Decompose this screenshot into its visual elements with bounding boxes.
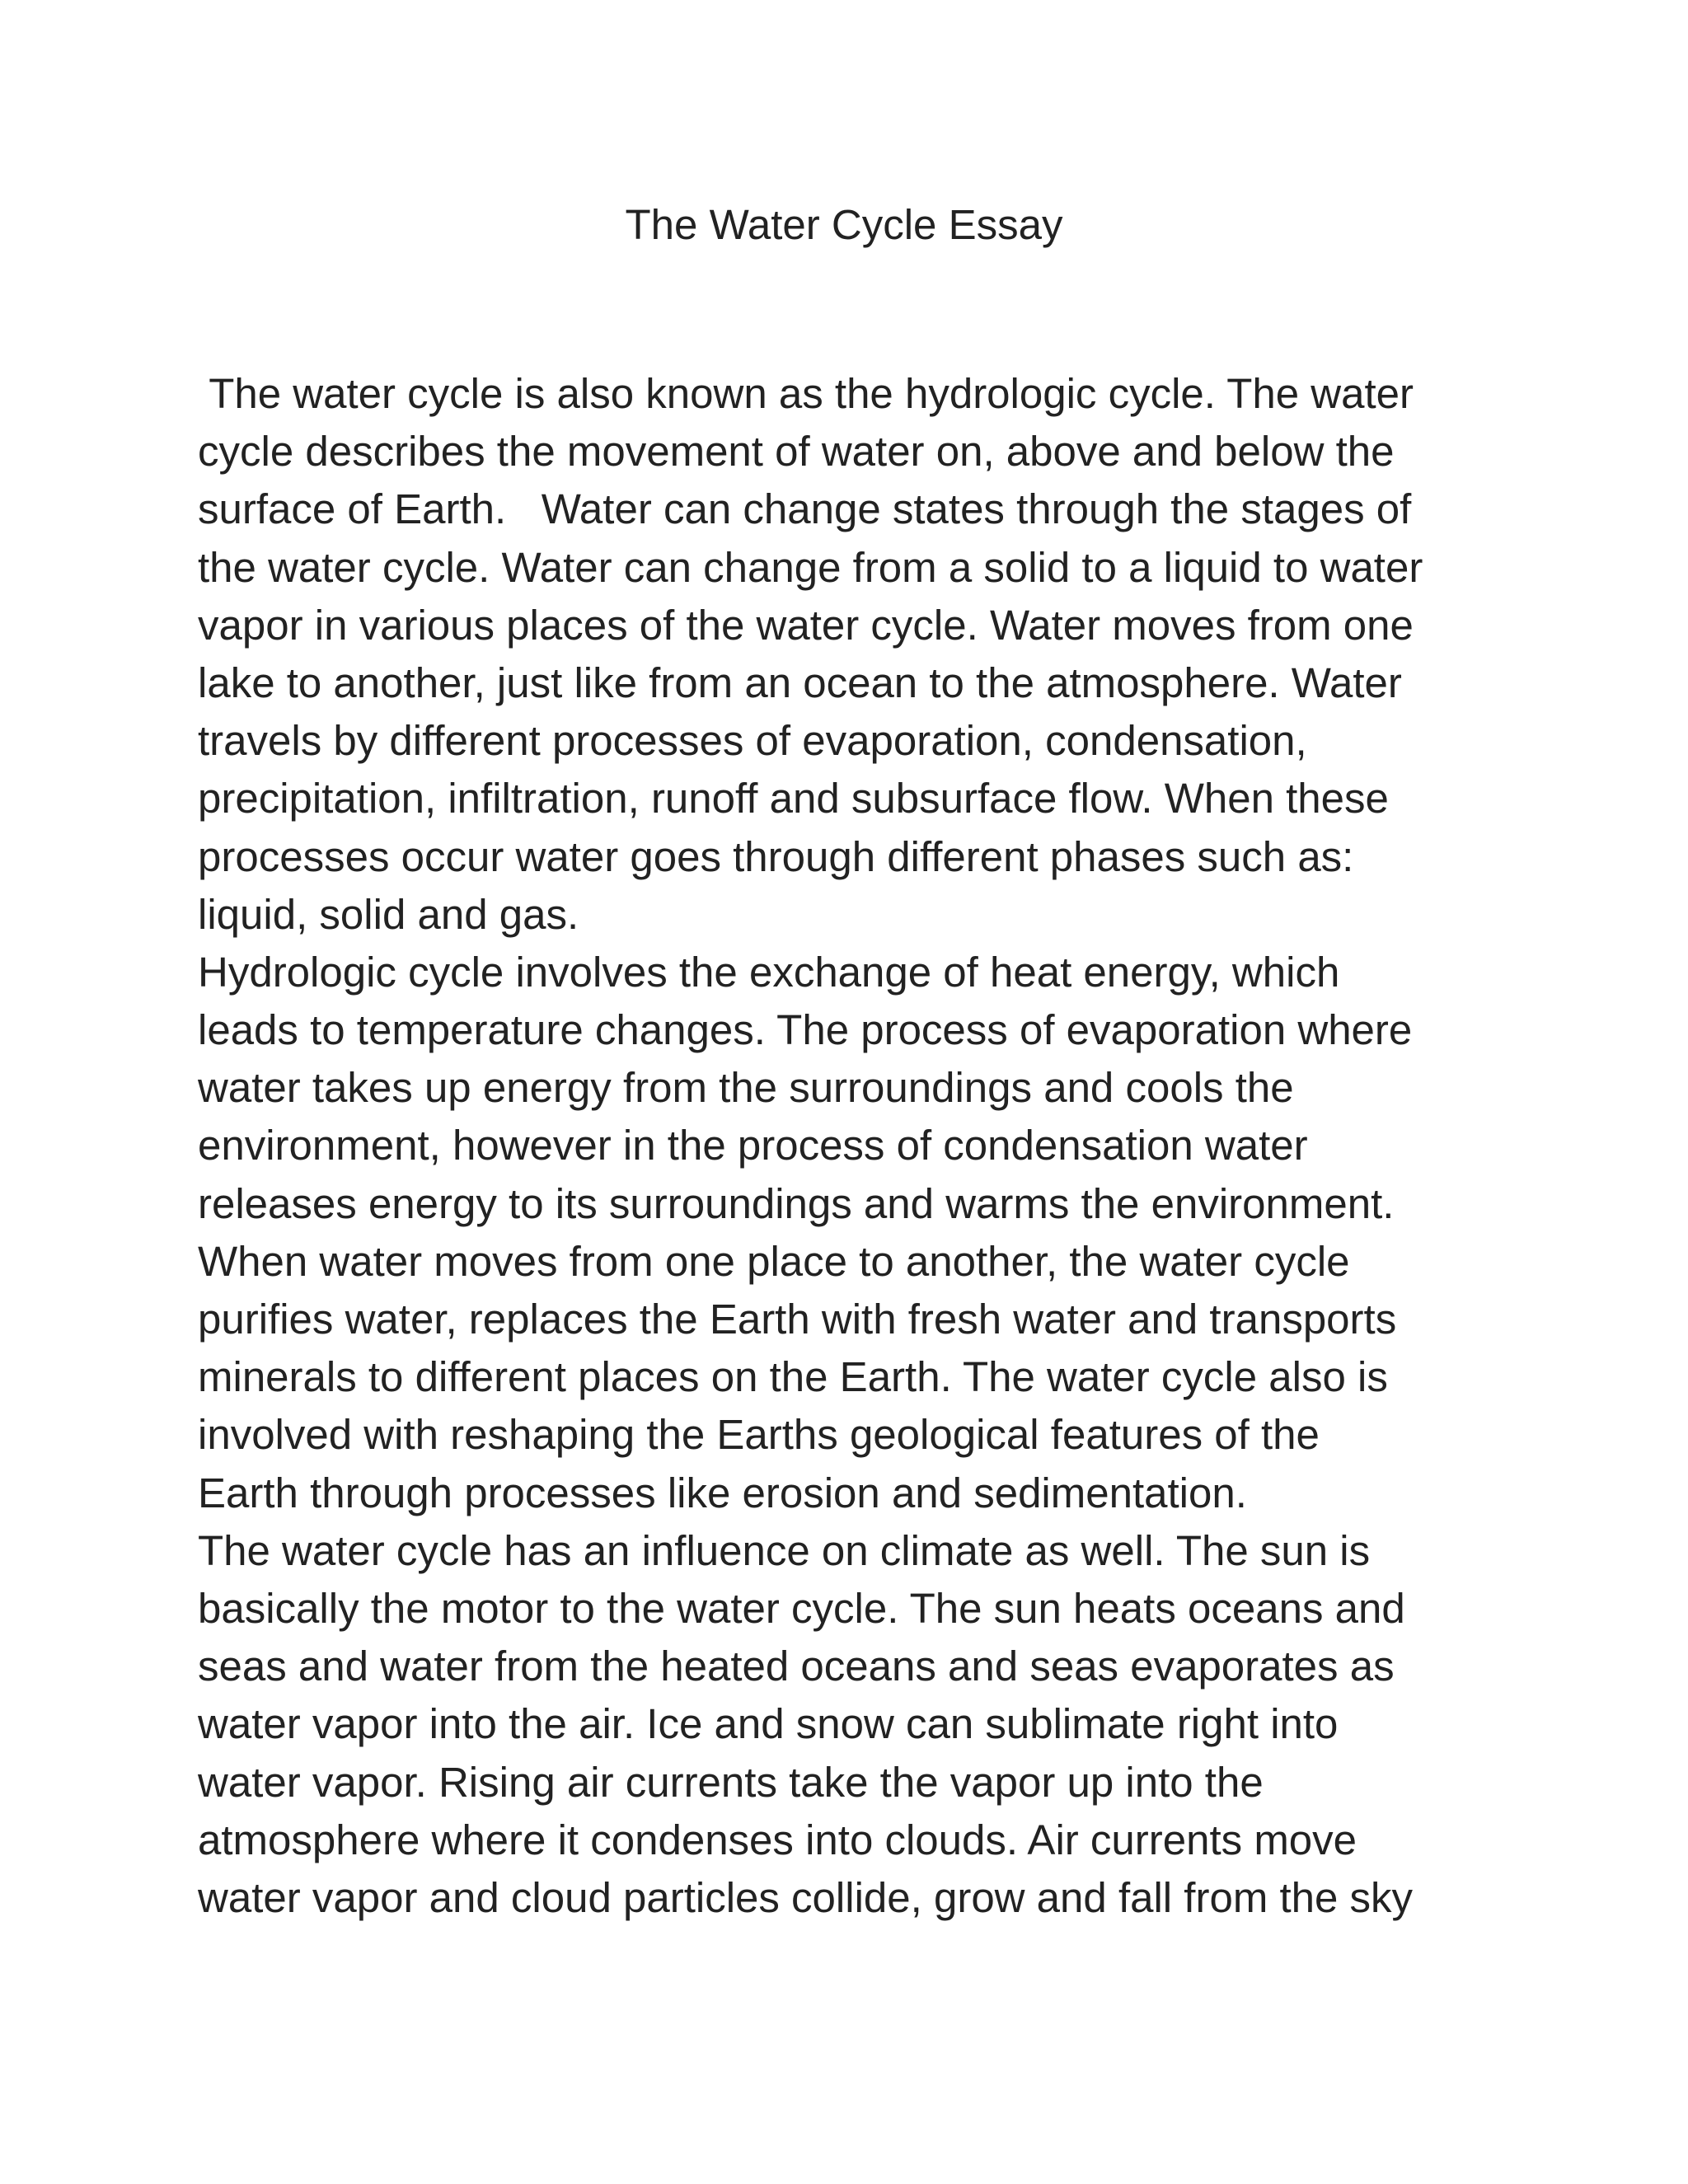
text-line: basically the motor to the water cycle. The sun heats oceans and <box>198 1584 1405 1632</box>
text-line: surface of Earth. Water can change states through the stages of <box>198 485 1412 533</box>
text-line: water vapor into the air. Ice and snow can sublimate right into <box>198 1700 1339 1748</box>
text-line: cycle describes the movement of water on, above and below the <box>198 428 1395 476</box>
text-line: the water cycle. Water can change from a solid to a liquid to water <box>198 543 1423 591</box>
essay-body <box>198 365 1533 1927</box>
text-line: precipitation, infiltration, runoff and subsurface flow. When these <box>198 775 1389 823</box>
text-line: The water cycle has an influence on climate as well. The sun is <box>198 1526 1371 1574</box>
text-line: purifies water, replaces the Earth with fresh water and transports <box>198 1296 1397 1343</box>
text-line: involved with reshaping the Earths geological features of the <box>198 1411 1320 1459</box>
text-line: travels by different processes of evaporation, condensation, <box>198 717 1307 765</box>
text-line: processes occur water goes through different phases such as: <box>198 832 1354 880</box>
text-line: releases energy to its surroundings and warms the environment. <box>198 1179 1395 1227</box>
text-line: atmosphere where it condenses into clouds. Air currents move <box>198 1816 1357 1863</box>
text-line: minerals to different places on the Earth. The water cycle also is <box>198 1353 1388 1401</box>
text-line: environment, however in the process of condensation water <box>198 1122 1308 1169</box>
text-line: The water cycle is also known as the hydrologic cycle. The water <box>198 370 1414 417</box>
text-line: water takes up energy from the surroundings and cools the <box>198 1064 1294 1112</box>
text-line: lake to another, just like from an ocean to the atmosphere. Water <box>198 658 1402 706</box>
text-line: Hydrologic cycle involves the exchange of heat energy, which <box>198 948 1340 996</box>
text-line: Earth through processes like erosion and sedimentation. <box>198 1469 1247 1516</box>
document-title: The Water Cycle Essay <box>625 201 1063 248</box>
text-line: When water moves from one place to another, the water cycle <box>198 1237 1350 1285</box>
text-line: water vapor. Rising air currents take the vapor up into the <box>198 1758 1264 1806</box>
text-line: seas and water from the heated oceans and seas evaporates as <box>198 1643 1395 1690</box>
text-line: liquid, solid and gas. <box>198 890 579 938</box>
text-line: water vapor and cloud particles collide, grow and fall from the sky <box>198 1873 1414 1921</box>
text-line: vapor in various places of the water cycle. Water moves from one <box>198 601 1414 649</box>
text-line: leads to temperature changes. The process of evaporation where <box>198 1006 1413 1054</box>
